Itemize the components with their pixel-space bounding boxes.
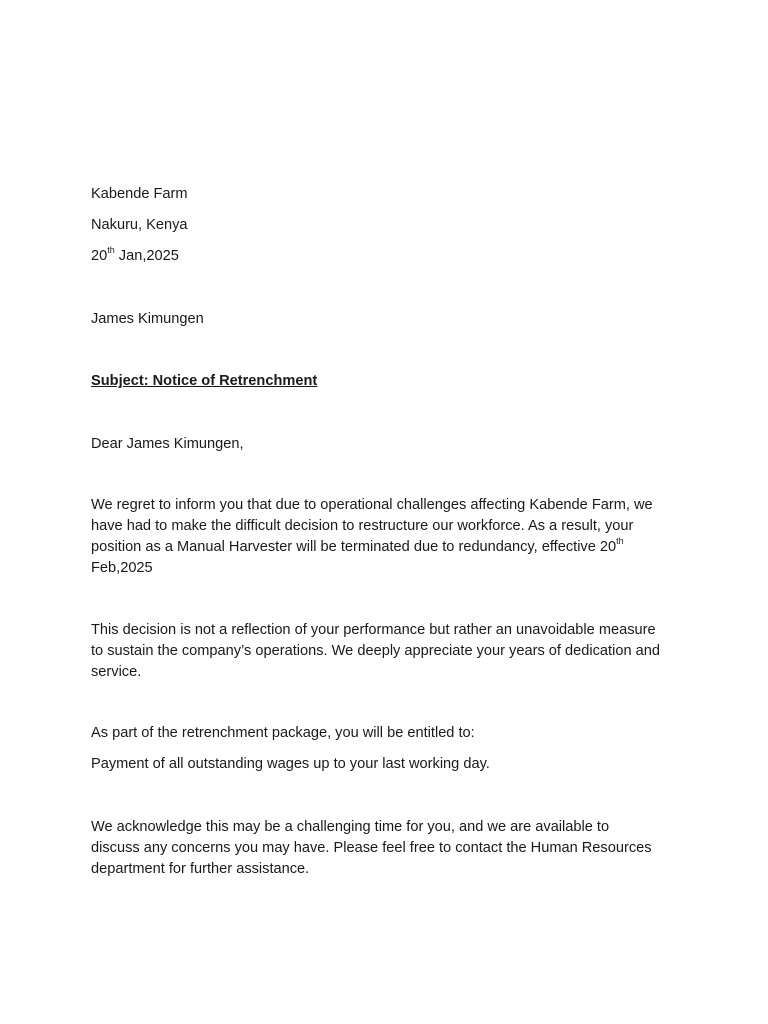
- paragraph-line: [91, 537, 691, 558]
- paragraph-reassurance: [91, 620, 691, 683]
- paragraph-line: Feb,2025: [91, 560, 153, 576]
- paragraph-line: We regret to inform you that due to operational challenges affecting Kabende Farm, we: [91, 497, 653, 513]
- paragraph-line: department for further assistance.: [91, 861, 310, 877]
- sender-location: Nakuru, Kenya: [91, 217, 188, 233]
- paragraph-line: This decision is not a reflection of your performance but rather an unavoidable measure: [91, 622, 656, 638]
- paragraph-line: service.: [91, 664, 142, 680]
- date-rest: Jan,2025: [114, 248, 179, 264]
- letter-date: [91, 246, 179, 267]
- effective-date-text: position as a Manual Harvester will be terminated due to redundancy, effective 20: [91, 539, 617, 555]
- paragraph-notice: [91, 495, 691, 579]
- date-suffix: th: [107, 245, 115, 256]
- salutation: Dear James Kimungen,: [91, 436, 244, 452]
- effective-date-suffix: th: [616, 536, 624, 547]
- package-item: Payment of all outstanding wages up to your last working day.: [91, 756, 490, 772]
- sender-company: Kabende Farm: [91, 186, 188, 202]
- paragraph-line: have had to make the difficult decision to restructure our workforce. As a result, your: [91, 518, 634, 534]
- paragraph-line: discuss any concerns you may have. Please feel free to contact the Human Resources: [91, 840, 652, 856]
- paragraph-contact: [91, 817, 691, 880]
- paragraph-line: We acknowledge this may be a challenging time for you, and we are available to: [91, 819, 610, 835]
- paragraph-line: to sustain the company’s operations. We deeply appreciate your years of dedication and: [91, 643, 660, 659]
- package-intro: As part of the retrenchment package, you will be entitled to:: [91, 725, 475, 741]
- recipient-name: James Kimungen: [91, 311, 204, 327]
- date-day: 20: [91, 248, 108, 264]
- subject-line: Subject: Notice of Retrenchment: [91, 373, 318, 389]
